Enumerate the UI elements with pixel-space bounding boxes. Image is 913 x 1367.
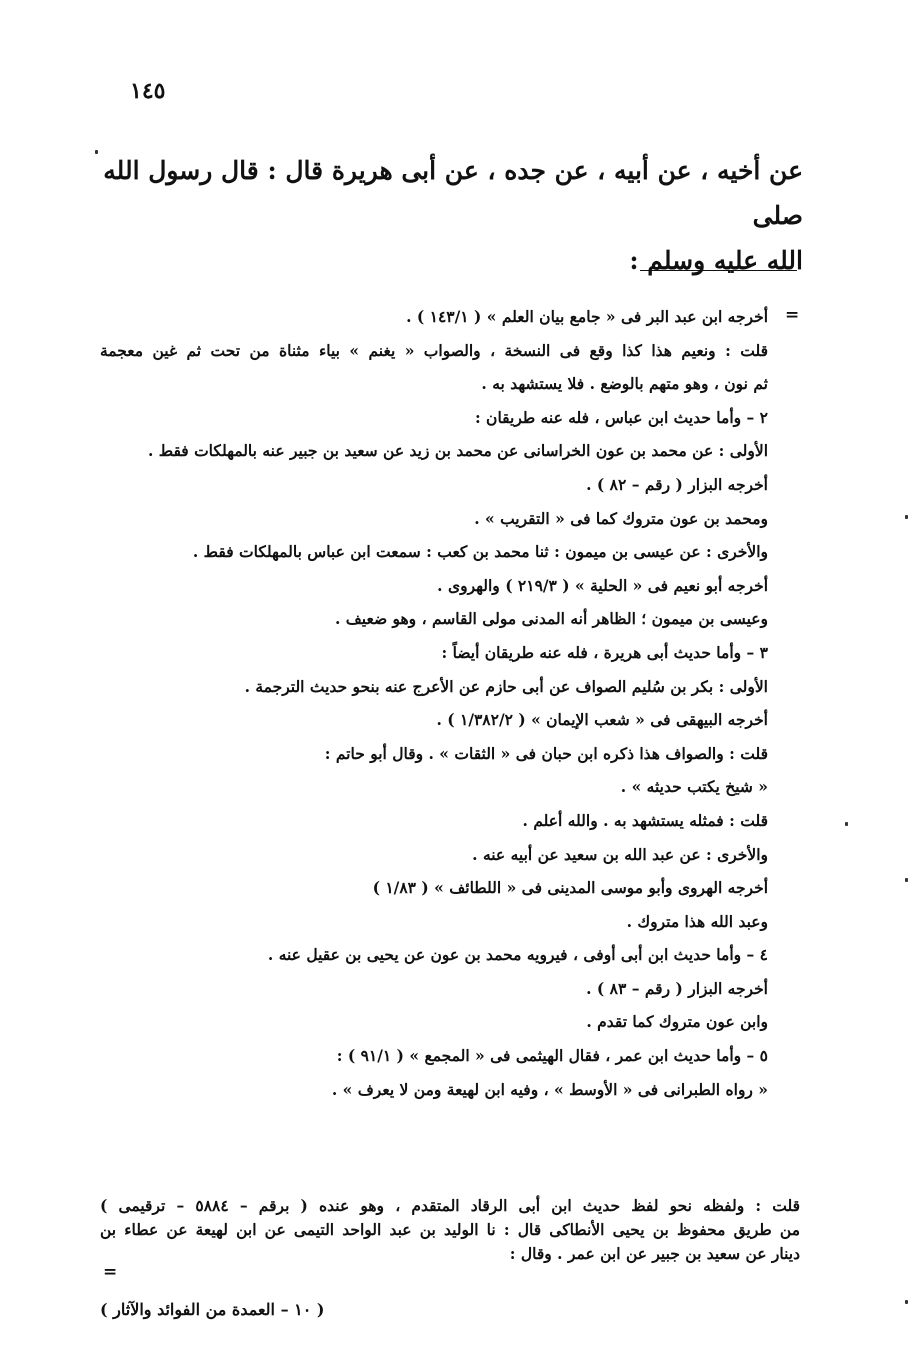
footnote-line: ٣ – وأما حديث أبى هريرة ، فله عنه طريقان أيضاً : bbox=[441, 642, 768, 662]
footnote-line: الأولى : عن محمد بن عون الخراسانى عن محمد بن زيد عن سعيد بن جبير عنه بالمهلكات فقط . bbox=[147, 441, 768, 461]
footnote-line: أخرجه البزار ( رقم – ٨٢ ) . bbox=[586, 474, 768, 494]
scan-speck bbox=[95, 150, 98, 154]
footnote-line: دينار عن سعيد بن جبير عن ابن عمر . وقال : bbox=[509, 1244, 800, 1263]
footnote-line: ٢ – وأما حديث ابن عباس ، فله عنه طريقان : bbox=[474, 407, 768, 427]
footnote-separator bbox=[640, 270, 797, 271]
footnote-line: قلت : ولفظه نحو لفظ حديث ابن أبى الرقاد المتقدم ، وهو عنده ( برقم – ٥٨٨٤ – ترقيمى ) bbox=[100, 1196, 800, 1215]
footnote-continuation bbox=[100, 1194, 800, 1266]
main-text bbox=[100, 148, 803, 283]
footnote-line: قلت : ونعيم هذا كذا وقع فى النسخة ، والصواب « يغنم » بياء مثناة من تحت ثم غين معجمة bbox=[100, 340, 768, 360]
main-text-line: الله عليه وسلم : bbox=[629, 246, 803, 275]
footnote-line: ومحمد بن عون متروك كما فى « التقريب » . bbox=[474, 508, 768, 528]
footnote-line: قلت : والصواف هذا ذكره ابن حبان فى « الثقات » . وقال أبو حاتم : bbox=[324, 743, 768, 763]
footnote-line: من طريق محفوظ بن يحيى الأنطاكى قال : نا الوليد بن عبد الواحد التيمى عن ابن لهيعة عن عطاء بن bbox=[100, 1220, 800, 1239]
footnote-line: « رواه الطبرانى فى « الأوسط » ، وفيه ابن لهيعة ومن لا يعرف » . bbox=[331, 1079, 768, 1099]
footnote-line: « شيخ يكتب حديثه » . bbox=[620, 777, 768, 797]
footnote-line: أخرجه البيهقى فى « شعب الإيمان » ( ١/٣٨٢/٢ ) . bbox=[436, 710, 768, 730]
page-number: ١٤٥ bbox=[130, 78, 166, 104]
footnote-line: وعيسى بن ميمون ؛ الظاهر أنه المدنى مولى القاسم ، وهو ضعيف . bbox=[334, 609, 768, 629]
scan-speck bbox=[905, 878, 908, 882]
footnote-line: ٤ – وأما حديث ابن أبى أوفى ، فيرويه محمد بن عون عن يحيى بن عقيل عنه . bbox=[267, 945, 768, 965]
footnotes bbox=[100, 300, 768, 1106]
main-text-line: عن أخيه ، عن أبيه ، عن جده ، عن أبى هريرة قال : قال رسول الله صلى bbox=[103, 156, 803, 230]
footnote-line: وعبد الله هذا متروك . bbox=[626, 911, 768, 931]
continuation-marker-top: = bbox=[785, 305, 800, 325]
footnote-line: والأخرى : عن عبد الله بن سعيد عن أبيه عنه . bbox=[472, 844, 768, 864]
footnote-line: أخرجه الهروى وأبو موسى المدينى فى « اللطائف » ( ١/٨٣ ) bbox=[372, 878, 768, 898]
scan-speck bbox=[905, 515, 908, 519]
footnote-line: أخرجه ابن عبد البر فى « جامع بيان العلم » ( ١٤٣/١ ) . bbox=[406, 307, 768, 326]
footnote-line: ٥ – وأما حديث ابن عمر ، فقال الهيثمى فى « المجمع » ( ٩١/١ ) : bbox=[336, 1046, 768, 1066]
footnote-line: ثم نون ، وهو متهم بالوضع . فلا يستشهد به . bbox=[481, 374, 768, 394]
footnote-line: أخرجه أبو نعيم فى « الحلية » ( ٢١٩/٣ ) والهروى . bbox=[437, 575, 768, 595]
footnote-line: الأولى : بكر بن سُليم الصواف عن أبى حازم عن الأعرج عنه بنحو حديث الترجمة . bbox=[244, 676, 768, 696]
scan-speck bbox=[905, 1300, 908, 1304]
footnote-line: وابن عون متروك كما تقدم . bbox=[586, 1012, 768, 1032]
scan-speck bbox=[845, 822, 848, 826]
footnote-line: قلت : فمثله يستشهد به . والله أعلم . bbox=[522, 810, 768, 830]
footnote-line: أخرجه البزار ( رقم – ٨٣ ) . bbox=[586, 978, 768, 998]
continuation-marker-bottom: = bbox=[103, 1262, 118, 1282]
page-footer: ( ١٠ – العمدة من الفوائد والآثار ) bbox=[100, 1300, 325, 1319]
footnote-line: والأخرى : عن عيسى بن ميمون : ثنا محمد بن كعب : سمعت ابن عباس بالمهلكات فقط . bbox=[192, 542, 768, 562]
